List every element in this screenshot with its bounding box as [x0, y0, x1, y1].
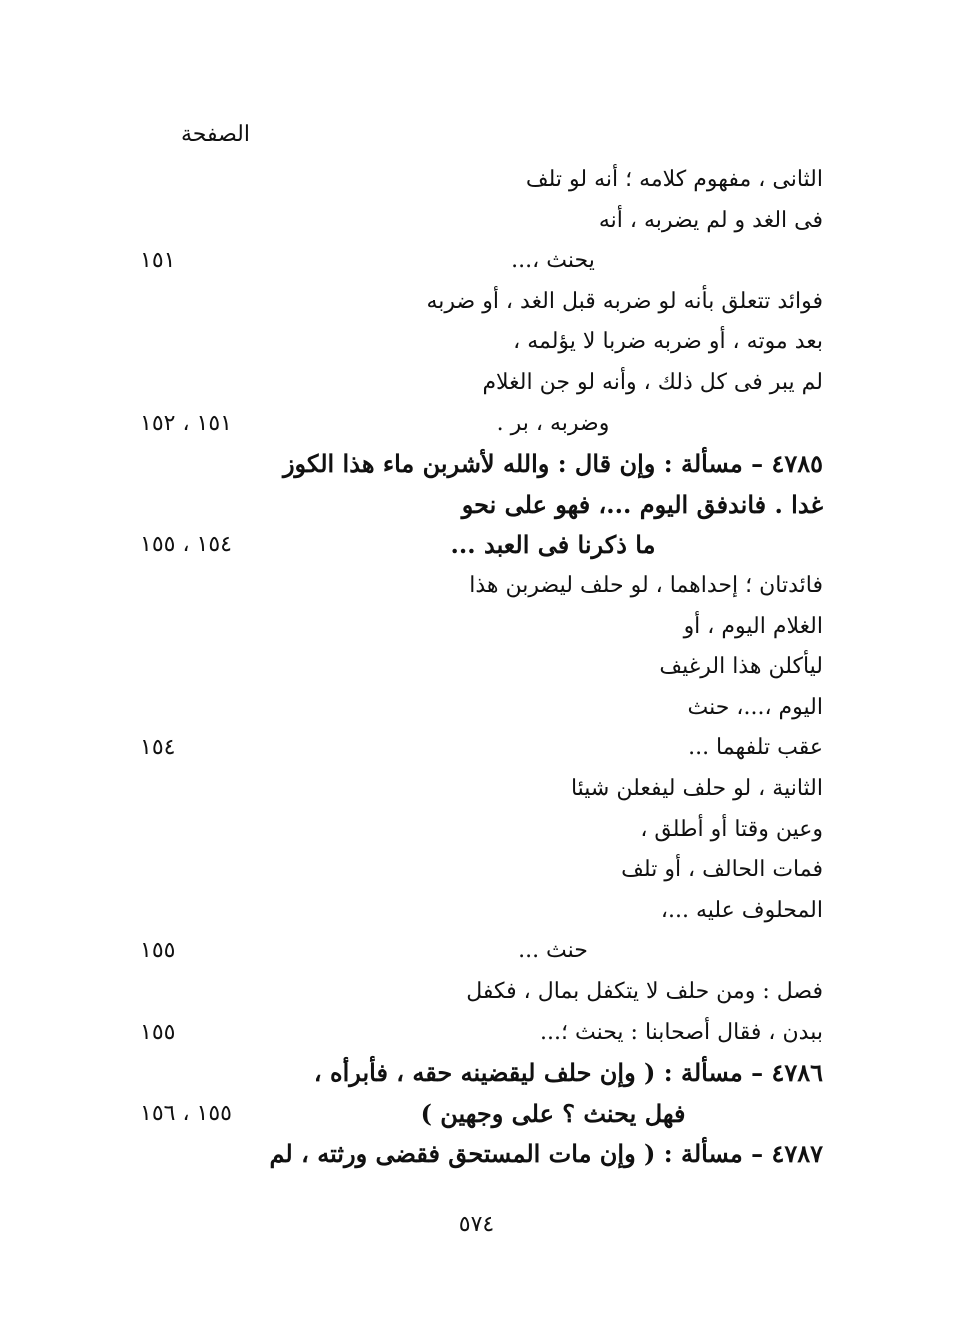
index-entry-text: عقب تلفهما ... [688, 735, 823, 760]
index-entry-text: فوائد تتعلق بأنه لو ضربه قبل الغد ، أو ضربه [426, 289, 823, 314]
index-line [0, 891, 953, 931]
index-line [0, 688, 953, 728]
index-line [0, 931, 953, 971]
index-line [0, 1134, 953, 1174]
page-reference: ١٥١ [140, 248, 176, 273]
index-line [0, 525, 953, 565]
page-reference: ١٥٥ ، ١٥٦ [140, 1101, 232, 1126]
index-entry-text: الثانى ، مفهوم كلامه ؛ أنه لو تلف [525, 167, 823, 192]
page-reference: ١٥٤ ، ١٥٥ [140, 532, 232, 557]
index-entry-heading: غدا . فاندفق اليوم ...، فهو على نحو [461, 490, 823, 519]
index-line [0, 769, 953, 809]
page-reference: ١٥١ ، ١٥٢ [140, 411, 232, 436]
index-line [0, 201, 953, 241]
index-line [0, 566, 953, 606]
index-line [0, 850, 953, 890]
index-entry-text: وعين وقتا أو أطلق ، [640, 817, 823, 842]
page-column-header: الصفحة [180, 122, 250, 147]
index-entry-heading: ما ذكرنا فى العبد ... [450, 530, 656, 559]
index-entry-text: فمات الحالف ، أو تلف [621, 857, 823, 882]
index-line [0, 607, 953, 647]
index-line [0, 810, 953, 850]
index-entry-text: فائدتان ؛ إحداهما ، لو حلف ليضربن هذا [469, 573, 823, 598]
index-line [0, 1053, 953, 1093]
index-entry-text: اليوم ،...، حنث [687, 695, 823, 720]
page-reference: ١٥٥ [140, 938, 176, 963]
index-entry-text: لم يبر فى كل ذلك ، وأنه لو جن الغلام [482, 370, 823, 395]
index-entry-text: يحنث ،... [511, 248, 595, 273]
index-entry-text: الغلام اليوم ، أو [683, 614, 823, 639]
index-entry-heading: ٤٧٨٦ – مسألة : ( وإن حلف ليقضينه حقه ، فأبرأه ، [313, 1058, 823, 1087]
index-entry-text: فصل : ومن حلف لا يتكفل بمال ، فكفل [466, 979, 823, 1004]
index-line [0, 322, 953, 362]
index-entry-text: المحلوف عليه ...، [660, 898, 823, 923]
index-entry-heading: ٤٧٨٥ – مسألة : وإن قال : والله لأشربن ماء هذا الكوز [282, 449, 823, 478]
index-line [0, 1094, 953, 1134]
index-entry-text: بعد موته ، أو ضربه ضربا لا يؤلمه ، [513, 329, 823, 354]
index-entry-text: حنث ... [518, 938, 588, 963]
page-reference: ١٥٥ [140, 1020, 176, 1045]
index-entry-text: ليأكلن هذا الرغيف [659, 654, 823, 679]
index-entry-heading: ٤٧٨٧ – مسألة : ( وإن مات المستحق فقضى ورثته ، لم [269, 1139, 823, 1168]
index-line [0, 728, 953, 768]
index-line [0, 363, 953, 403]
index-entry-text: وضربه ، بر . [496, 411, 610, 436]
index-line [0, 282, 953, 322]
index-line [0, 160, 953, 200]
index-entry-text: ببدن ، فقال أصحابنا : يحنث ؛... [540, 1020, 823, 1045]
page-reference: ١٥٤ [140, 735, 176, 760]
index-line [0, 1013, 953, 1053]
index-line [0, 485, 953, 525]
index-line [0, 241, 953, 281]
index-line [0, 972, 953, 1012]
page-number: ٥٧٤ [458, 1212, 495, 1237]
index-entry-text: الثانية ، لو حلف ليفعلن شيئا [570, 776, 823, 801]
index-entry-heading: فهل يحنث ؟ على وجهين ) [420, 1099, 686, 1128]
index-line [0, 404, 953, 444]
index-line [0, 444, 953, 484]
index-line [0, 647, 953, 687]
index-entry-text: فى الغد و لم يضربه ، أنه [598, 208, 823, 233]
